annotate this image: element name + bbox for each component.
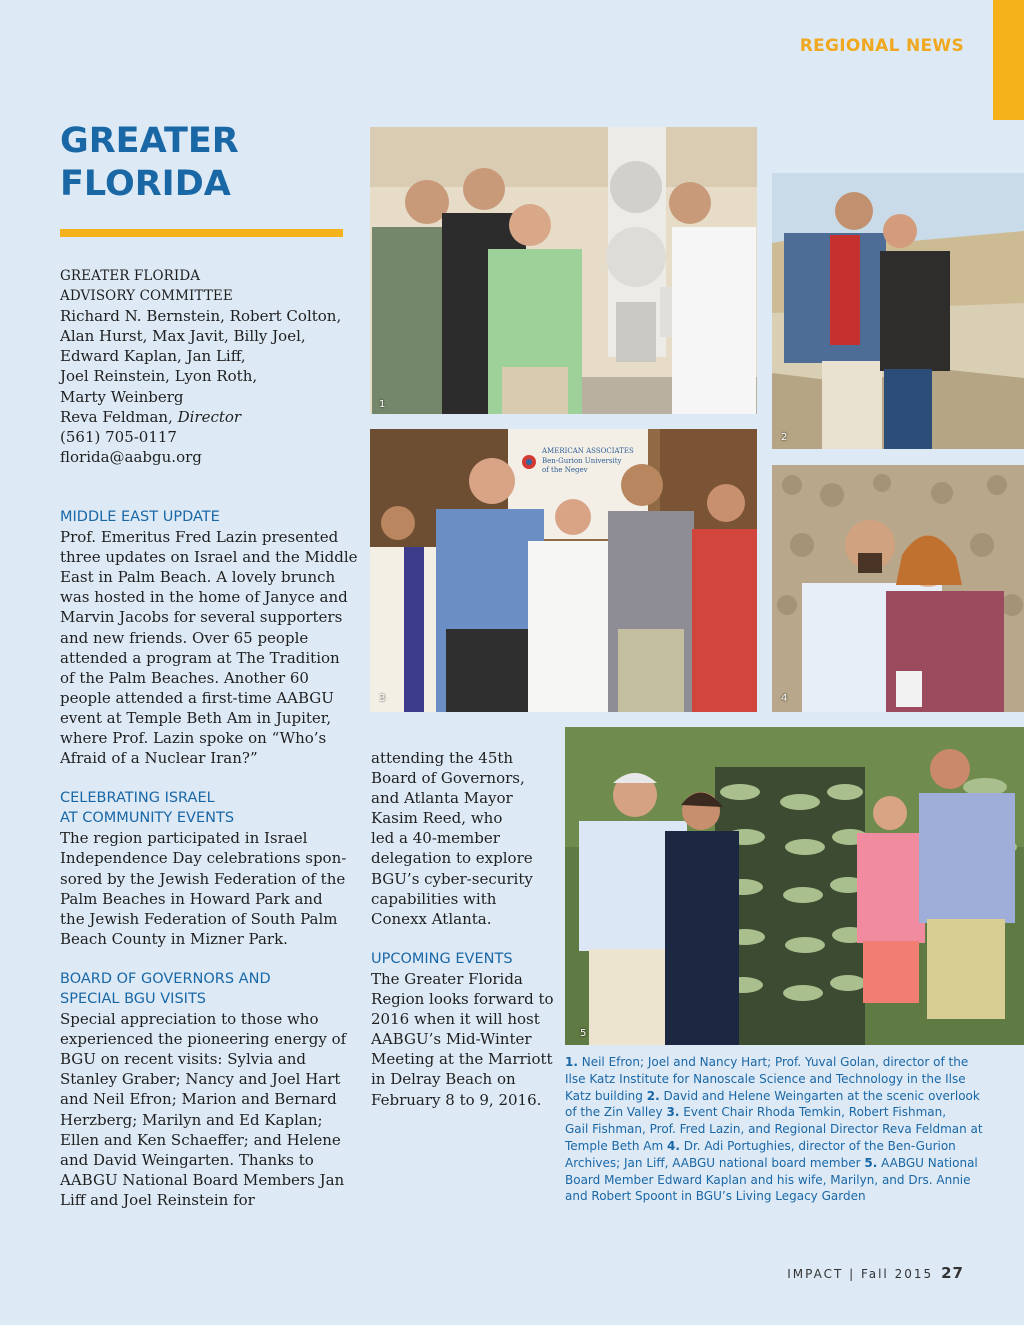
body-line: led a 40-member — [371, 829, 500, 848]
body-line: was hosted in the home of Janyce and — [60, 588, 348, 607]
photo-captions — [565, 1054, 985, 1205]
photo-4 — [772, 465, 1024, 712]
photo-3-number: 3 — [379, 693, 386, 704]
body-line: Afraid of a Nuclear Iran?” — [60, 749, 258, 768]
photo-5-image — [565, 727, 1024, 1045]
caption-number: 5. — [864, 1155, 878, 1170]
caption-line: 1. Neil Efron; Joel and Nancy Hart; Prof. Yuval Golan, director of the — [565, 1055, 969, 1069]
body-line: Independence Day celebrations spon- — [60, 849, 347, 868]
body-line: BGU on recent visits: Sylvia and — [60, 1050, 306, 1069]
photo-1-number: 1 — [379, 399, 386, 410]
accent-bar — [993, 0, 1024, 120]
photo-4-image — [772, 465, 1024, 712]
photo-3-banner-line3: of the Negev — [542, 466, 588, 474]
body-line: Prof. Emeritus Fred Lazin presented — [60, 528, 339, 547]
photo-4-number: 4 — [781, 693, 788, 704]
body-line: sored by the Jewish Federation of the — [60, 869, 346, 888]
body-line: The Greater Florida — [371, 969, 523, 988]
body-line: February 8 to 9, 2016. — [371, 1090, 542, 1109]
committee-heading: GREATER FLORIDA — [60, 268, 201, 284]
caption-line: Gail Fishman, Prof. Fred Lazin, and Regional Director Reva Feldman at — [565, 1122, 983, 1137]
body-line: Meeting at the Marriott — [371, 1050, 553, 1069]
body-line: Special appreciation to those who — [60, 1010, 319, 1029]
director-title: Director — [177, 407, 242, 426]
photo-5 — [565, 727, 1024, 1045]
body-line: delegation to explore — [371, 849, 533, 868]
page-number: 27 — [941, 1264, 964, 1282]
section-heading-celebrating: CELEBRATING ISRAEL — [60, 790, 215, 807]
committee-heading-line2: ADVISORY COMMITTEE — [60, 288, 233, 305]
photo-5-number: 5 — [580, 1028, 587, 1039]
caption-line: Temple Beth Am 4. Dr. Adi Portughies, director of the Ben-Gurion — [565, 1138, 956, 1153]
section-heading-board: BOARD OF GOVERNORS AND — [60, 970, 271, 987]
caption-line: Archives; Jan Liff, AABGU national board member 5. AABGU National — [565, 1155, 978, 1170]
caption-number: 3. — [666, 1105, 680, 1120]
committee-members: Edward Kaplan, Jan Liff, — [60, 347, 246, 366]
photo-2-number: 2 — [781, 432, 788, 443]
body-line: and David Weingarten. Thanks to — [60, 1150, 314, 1169]
body-line: the Jewish Federation of South Palm — [60, 909, 338, 928]
section-tag: REGIONAL NEWS — [799, 36, 964, 56]
title-rule — [60, 229, 343, 237]
body-line: where Prof. Lazin spoke on “Who’s — [60, 728, 327, 747]
publication-name: IMPACT | Fall 2015 — [787, 1267, 934, 1281]
photo-1 — [370, 127, 757, 414]
photo-3-banner-line2: Ben-Gurion University — [542, 457, 622, 465]
body-line: AABGU National Board Members Jan — [60, 1170, 345, 1189]
photo-1-image — [370, 127, 757, 414]
body-line: Herzberg; Marilyn and Ed Kaplan; — [60, 1110, 323, 1129]
middle-column — [371, 748, 556, 1110]
body-line: Beach County in Mizner Park. — [60, 929, 288, 948]
body-line: Palm Beaches in Howard Park and — [60, 889, 323, 908]
region-title-line1: GREATER — [60, 121, 239, 161]
body-line: three updates on Israel and the Middle — [60, 548, 358, 567]
body-line: Marvin Jacobs for several supporters — [60, 608, 343, 627]
caption-number: 4. — [666, 1138, 680, 1153]
region-title-line2: FLORIDA — [60, 164, 231, 204]
section-heading-middle-east: MIDDLE EAST UPDATE — [60, 508, 220, 525]
body-line: East in Palm Beach. A lovely brunch — [60, 568, 336, 587]
body-line: capabilities with — [371, 889, 497, 908]
body-line: of the Palm Beaches. Another 60 — [60, 668, 309, 687]
body-line: attended a program at The Tradition — [60, 648, 340, 667]
left-column — [60, 266, 358, 1210]
body-line: BGU’s cyber-security — [371, 869, 533, 888]
committee-members: Marty Weinberg — [60, 387, 184, 406]
body-line: AABGU’s Mid-Winter — [371, 1030, 532, 1049]
committee-members: Alan Hurst, Max Javit, Billy Joel, — [60, 327, 306, 346]
caption-line: of the Zin Valley 3. Event Chair Rhoda Temkin, Robert Fishman, — [565, 1105, 947, 1120]
caption-line: Katz building 2. David and Helene Weingarten at the scenic overlook — [565, 1088, 980, 1103]
photo-2 — [772, 173, 1024, 449]
body-line: Region looks forward to — [371, 990, 554, 1009]
section-heading-upcoming: UPCOMING EVENTS — [371, 950, 513, 967]
committee-phone: (561) 705-0117 — [60, 427, 177, 446]
body-line: and Atlanta Mayor — [371, 789, 513, 808]
photo-3-banner-line1: AMERICAN ASSOCIATES — [542, 447, 634, 455]
body-line: Kasim Reed, who — [371, 809, 503, 828]
body-line: The region participated in Israel — [60, 829, 308, 848]
region-title — [60, 120, 360, 206]
body-line: experienced the pioneering energy of — [60, 1030, 347, 1049]
body-line: Stanley Graber; Nancy and Joel Hart — [60, 1070, 341, 1089]
caption-number: 1. — [565, 1055, 578, 1069]
body-line: people attended a first-time AABGU — [60, 688, 334, 707]
committee-director — [60, 407, 350, 427]
caption-line: Ilse Katz Institute for Nanoscale Science and Technology in the Ilse — [565, 1071, 966, 1086]
caption-number: 2. — [646, 1088, 660, 1103]
body-line: Board of Governors, — [371, 769, 525, 788]
caption-line: and Robert Spoont in BGU’s Living Legacy Garden — [565, 1189, 866, 1204]
committee-members: Joel Reinstein, Lyon Roth, — [60, 367, 258, 386]
caption-line: Board Member Edward Kaplan and his wife, Marilyn, and Drs. Annie — [565, 1172, 971, 1187]
section-heading-board-line2: SPECIAL BGU VISITS — [60, 991, 207, 1007]
director-name: Reva Feldman, — [60, 407, 178, 426]
photo-3 — [370, 429, 757, 712]
body-line: and Neil Efron; Marion and Bernard — [60, 1090, 337, 1109]
body-line: Ellen and Ken Schaeffer; and Helene — [60, 1130, 341, 1149]
page-footer — [700, 1264, 964, 1282]
committee-email[interactable]: florida@aabgu.org — [60, 447, 202, 466]
body-line: in Delray Beach on — [371, 1070, 516, 1089]
section-heading-celebrating-line2: AT COMMUNITY EVENTS — [60, 810, 235, 827]
photo-3-image — [370, 429, 757, 712]
body-line: attending the 45th — [371, 749, 514, 767]
photo-2-image — [772, 173, 1024, 449]
body-line: Liff and Joel Reinstein for — [60, 1190, 255, 1209]
body-line: 2016 when it will host — [371, 1010, 540, 1029]
body-line: event at Temple Beth Am in Jupiter, — [60, 708, 332, 727]
committee-members: Richard N. Bernstein, Robert Colton, — [60, 307, 342, 326]
body-line: and new friends. Over 65 people — [60, 628, 309, 647]
body-line: Conexx Atlanta. — [371, 909, 492, 928]
